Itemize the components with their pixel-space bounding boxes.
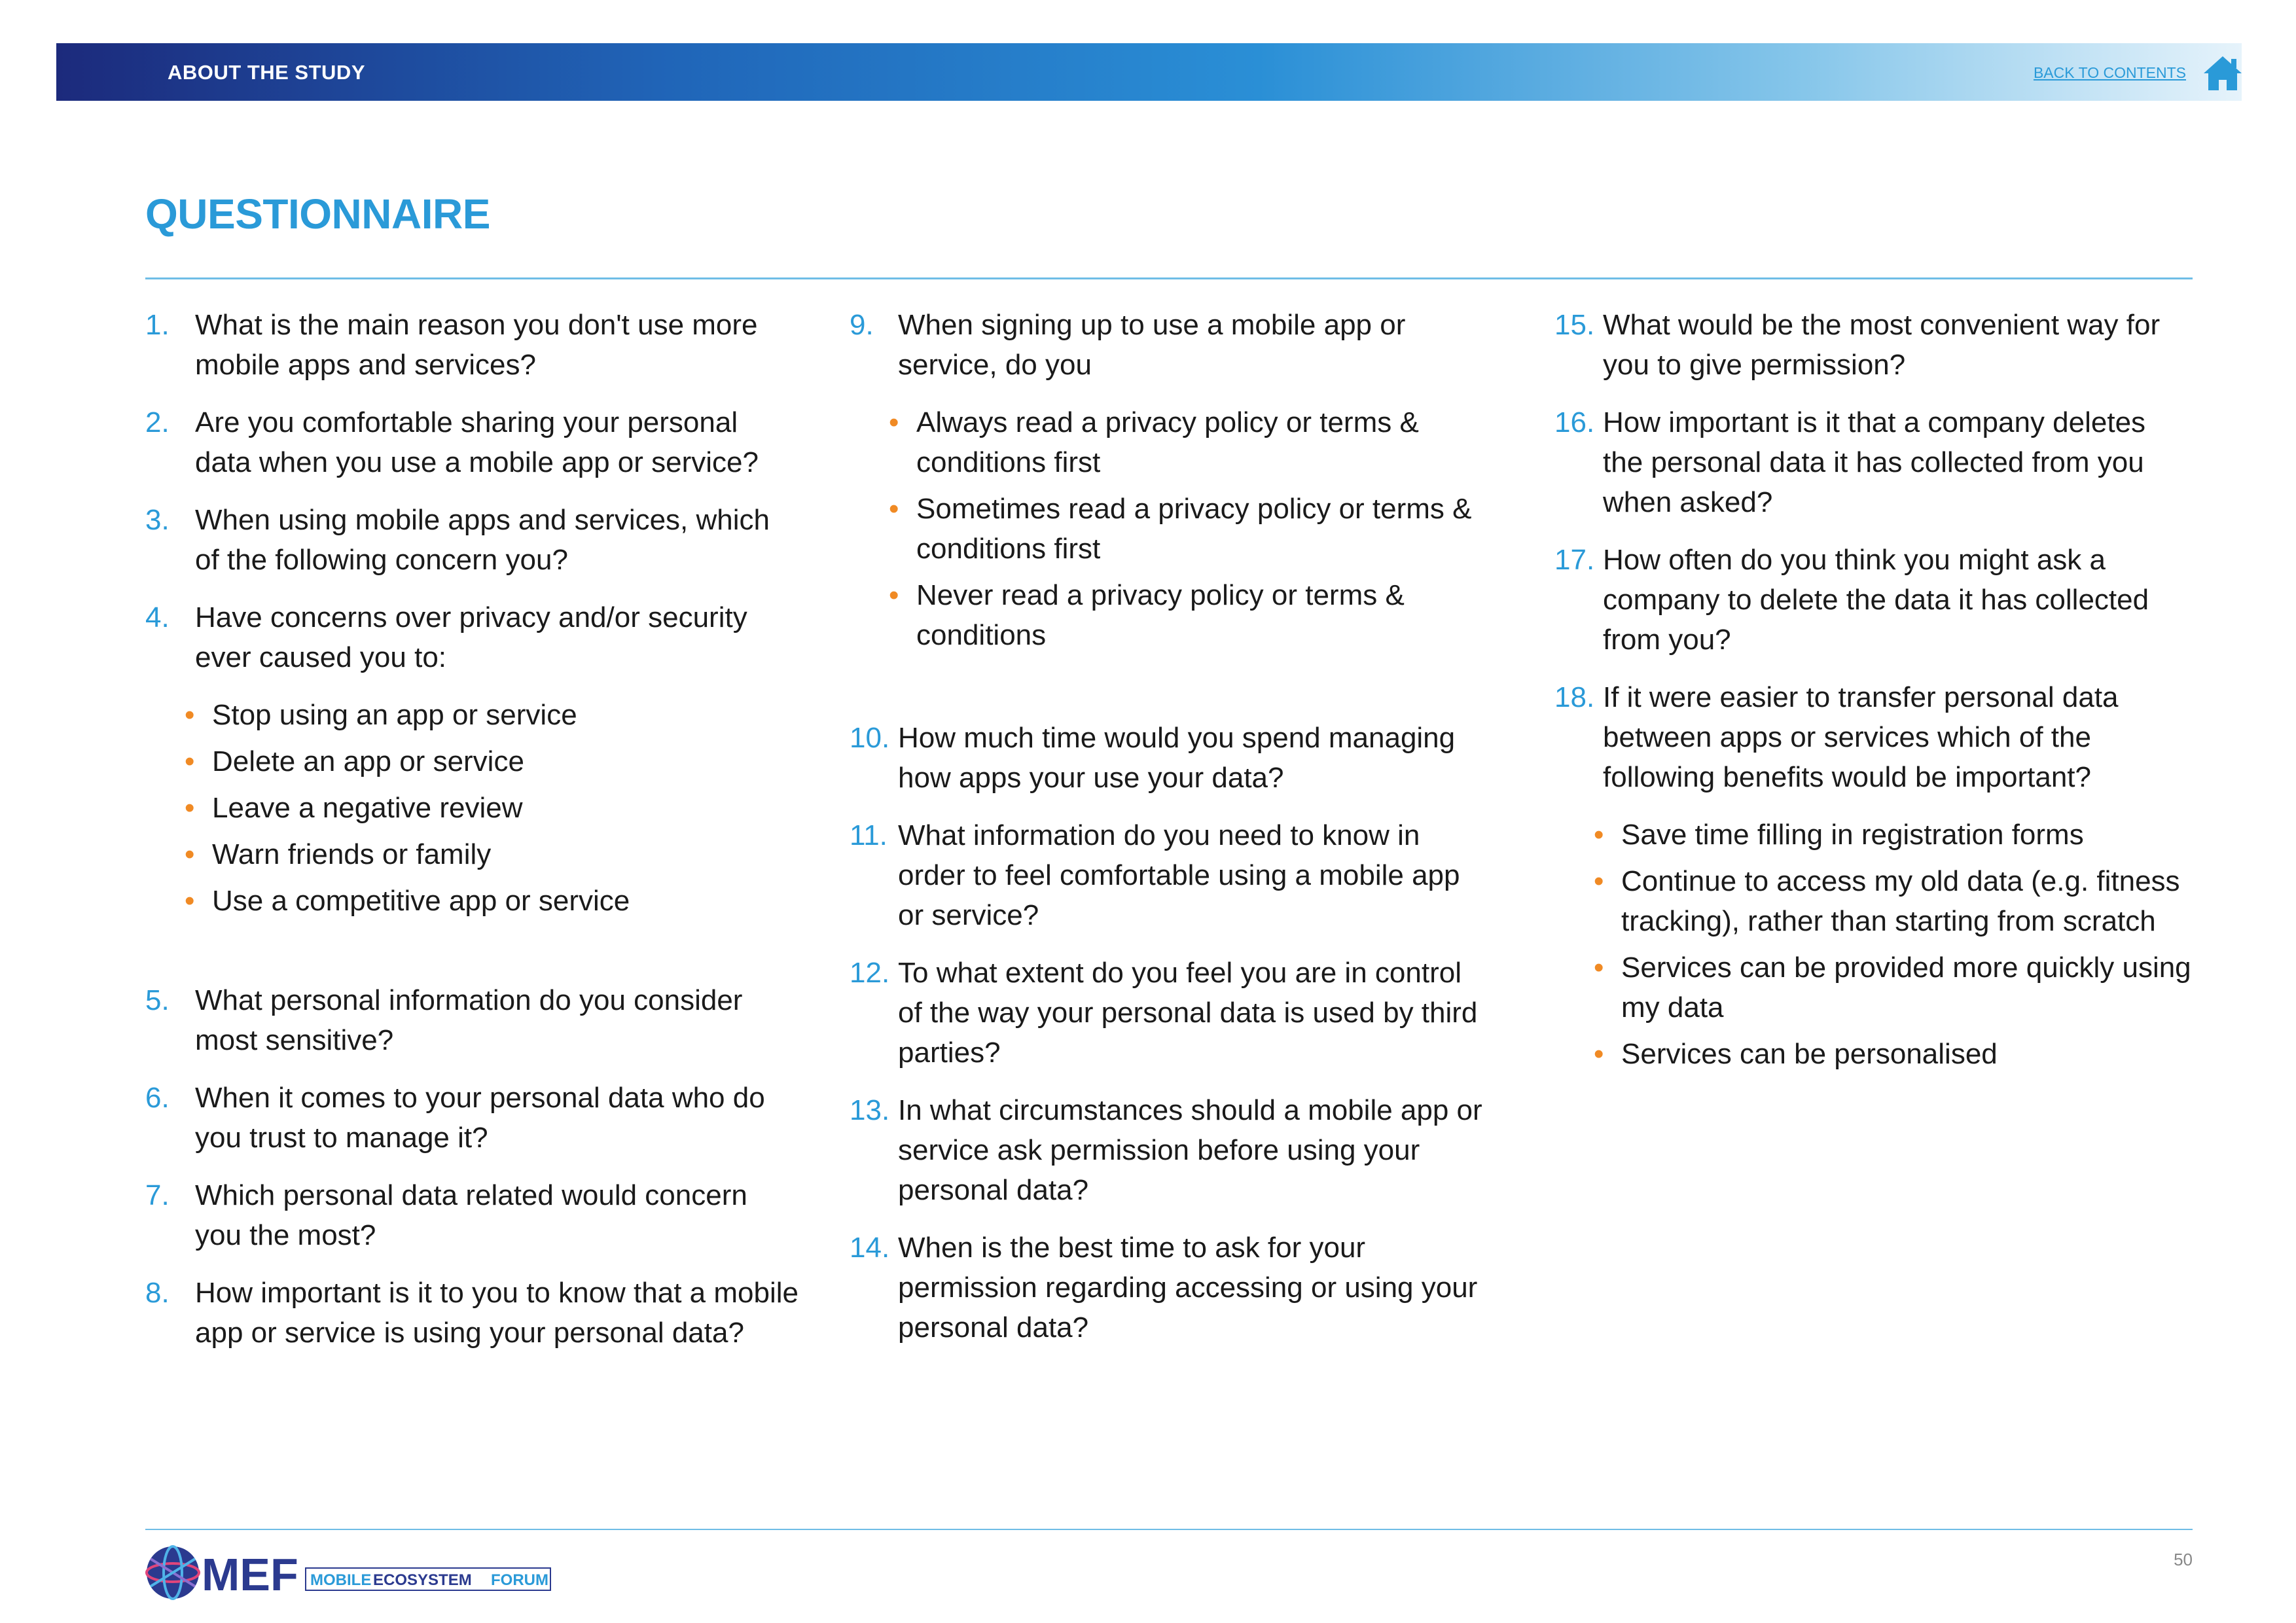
question-number: 16. bbox=[1554, 406, 1595, 438]
spacer bbox=[145, 938, 800, 980]
list-item bbox=[1594, 815, 2193, 855]
bullet-text: Warn friends or family bbox=[212, 838, 492, 870]
bullet-dot-icon: • bbox=[889, 579, 899, 611]
question-text: In what circumstances should a mobile app or service ask permission before using your personal data? bbox=[898, 1094, 1482, 1206]
question-item bbox=[850, 815, 1488, 935]
bullet-dot-icon: • bbox=[1594, 1038, 1604, 1070]
list-item bbox=[889, 402, 1488, 482]
footer-divider bbox=[145, 1529, 2193, 1530]
bullet-text: Never read a privacy policy or terms & conditions bbox=[916, 579, 1405, 651]
question-text: How important is it to you to know that a mobile app or service is using your personal data? bbox=[195, 1277, 798, 1349]
question-text: What personal information do you consider most sensitive? bbox=[195, 984, 743, 1056]
question-text: What is the main reason you don't use more mobile apps and services? bbox=[195, 309, 758, 381]
bullet-text: Save time filling in registration forms bbox=[1621, 819, 2084, 851]
question-item bbox=[1554, 402, 2193, 522]
question-item bbox=[145, 597, 800, 677]
question-item bbox=[145, 402, 800, 482]
bullet-dot-icon: • bbox=[185, 838, 195, 870]
bullet-list bbox=[185, 695, 800, 921]
questions-column-1 bbox=[145, 305, 800, 1370]
bullet-text: Delete an app or service bbox=[212, 745, 524, 777]
home-icon[interactable] bbox=[2202, 55, 2243, 92]
question-text: What would be the most convenient way for you to give permission? bbox=[1603, 309, 2161, 381]
question-number: 8. bbox=[145, 1277, 170, 1309]
question-text: How much time would you spend managing how apps your use your data? bbox=[898, 722, 1456, 794]
question-number: 15. bbox=[1554, 309, 1595, 341]
page-number: 50 bbox=[2174, 1550, 2193, 1569]
question-item bbox=[145, 1175, 800, 1255]
question-number: 6. bbox=[145, 1082, 170, 1114]
list-item bbox=[185, 695, 800, 735]
question-text: Are you comfortable sharing your personal data when you use a mobile app or service? bbox=[195, 406, 759, 478]
questions-column-2 bbox=[850, 305, 1488, 1365]
bullet-text: Stop using an app or service bbox=[212, 699, 577, 731]
question-text: When using mobile apps and services, which of the following concern you? bbox=[195, 504, 770, 576]
questions-column-3 bbox=[1554, 305, 2193, 1092]
question-number: 2. bbox=[145, 406, 170, 438]
question-number: 18. bbox=[1554, 681, 1595, 713]
question-number: 10. bbox=[850, 722, 890, 754]
back-to-contents-link[interactable]: BACK TO CONTENTS bbox=[2033, 64, 2186, 81]
bullet-text: Continue to access my old data (e.g. fitness tracking), rather than starting from scratch bbox=[1621, 865, 2180, 937]
bullet-dot-icon: • bbox=[889, 406, 899, 438]
bullet-text: Services can be personalised bbox=[1621, 1038, 1998, 1070]
list-item bbox=[185, 881, 800, 921]
bullet-dot-icon: • bbox=[1594, 865, 1604, 897]
question-number: 3. bbox=[145, 504, 170, 536]
list-item bbox=[1594, 948, 2193, 1027]
logo-wordmark: MEF bbox=[202, 1549, 298, 1600]
logo-sub-forum: FORUM bbox=[491, 1571, 548, 1589]
bullet-dot-icon: • bbox=[185, 699, 195, 731]
question-text: When is the best time to ask for your permission regarding accessing or using your personal data? bbox=[898, 1232, 1478, 1344]
question-text: To what extent do you feel you are in control of the way your personal data is used by third parties? bbox=[898, 957, 1478, 1069]
bullet-text: Always read a privacy policy or terms & conditions first bbox=[916, 406, 1419, 478]
spacer bbox=[850, 684, 1488, 718]
bullet-dot-icon: • bbox=[1594, 952, 1604, 984]
question-item bbox=[850, 1228, 1488, 1347]
bullet-text: Sometimes read a privacy policy or terms & conditions first bbox=[916, 493, 1472, 565]
logo-sub-ecosystem: ECOSYSTEM bbox=[373, 1571, 472, 1589]
bullet-text: Use a competitive app or service bbox=[212, 885, 630, 917]
question-number: 7. bbox=[145, 1179, 170, 1211]
question-item bbox=[145, 980, 800, 1060]
question-item bbox=[1554, 540, 2193, 660]
page-title: QUESTIONNAIRE bbox=[145, 190, 490, 238]
question-number: 12. bbox=[850, 957, 890, 989]
bullet-dot-icon: • bbox=[889, 493, 899, 525]
question-text: How important is it that a company deletes the personal data it has collected from you when asked? bbox=[1603, 406, 2146, 518]
question-number: 5. bbox=[145, 984, 170, 1016]
question-item bbox=[1554, 677, 2193, 797]
question-item bbox=[145, 1078, 800, 1158]
list-item bbox=[1594, 861, 2193, 941]
question-text: When signing up to use a mobile app or service, do you bbox=[898, 309, 1406, 381]
logo-sub-mobile: MOBILE bbox=[310, 1571, 372, 1589]
question-number: 11. bbox=[850, 819, 888, 851]
mef-logo bbox=[145, 1543, 551, 1602]
section-label: ABOUT THE STUDY bbox=[168, 61, 365, 84]
question-item bbox=[145, 1273, 800, 1353]
bullet-list bbox=[1594, 815, 2193, 1074]
list-item bbox=[1594, 1034, 2193, 1074]
question-item bbox=[1554, 305, 2193, 385]
bullet-dot-icon: • bbox=[185, 885, 195, 917]
question-number: 9. bbox=[850, 309, 874, 341]
question-text: If it were easier to transfer personal data between apps or services which of the following benefits would be important? bbox=[1603, 681, 2119, 793]
question-text: What information do you need to know in order to feel comfortable using a mobile app or service? bbox=[898, 819, 1460, 931]
question-item bbox=[145, 305, 800, 385]
title-divider bbox=[145, 277, 2193, 279]
bullet-dot-icon: • bbox=[1594, 819, 1604, 851]
question-number: 14. bbox=[850, 1232, 890, 1264]
list-item bbox=[185, 788, 800, 828]
bullet-list bbox=[889, 402, 1488, 655]
list-item bbox=[889, 575, 1488, 655]
question-text: How often do you think you might ask a company to delete the data it has collected from you? bbox=[1603, 544, 2149, 656]
question-item bbox=[850, 305, 1488, 385]
bullet-text: Services can be provided more quickly using my data bbox=[1621, 952, 2191, 1024]
question-number: 17. bbox=[1554, 544, 1595, 576]
question-text: Which personal data related would concern you the most? bbox=[195, 1179, 747, 1251]
header-band bbox=[56, 43, 2242, 101]
question-item bbox=[850, 953, 1488, 1073]
question-number: 1. bbox=[145, 309, 170, 341]
question-item bbox=[850, 1090, 1488, 1210]
list-item bbox=[185, 834, 800, 874]
list-item bbox=[185, 741, 800, 781]
question-item bbox=[145, 500, 800, 580]
question-text: When it comes to your personal data who do you trust to manage it? bbox=[195, 1082, 765, 1154]
question-item bbox=[850, 718, 1488, 798]
bullet-dot-icon: • bbox=[185, 745, 195, 777]
bullet-dot-icon: • bbox=[185, 792, 195, 824]
bullet-text: Leave a negative review bbox=[212, 792, 523, 824]
list-item bbox=[889, 489, 1488, 569]
question-number: 13. bbox=[850, 1094, 890, 1126]
globe-icon bbox=[147, 1546, 199, 1599]
question-text: Have concerns over privacy and/or security ever caused you to: bbox=[195, 601, 747, 673]
question-number: 4. bbox=[145, 601, 170, 633]
